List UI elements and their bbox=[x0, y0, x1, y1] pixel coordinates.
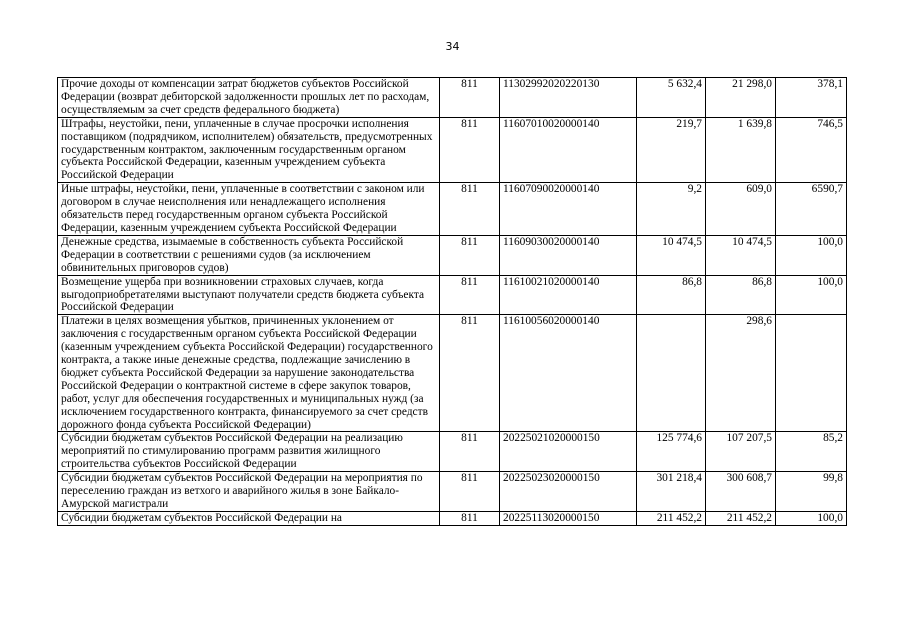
table-row bbox=[58, 315, 847, 432]
table-row bbox=[58, 275, 847, 315]
fact-amount: 609,0 bbox=[706, 183, 776, 236]
admin-code: 811 bbox=[440, 275, 500, 315]
admin-code: 811 bbox=[440, 235, 500, 275]
budget-classification-code: 20225023020000150 bbox=[500, 472, 637, 512]
fact-amount: 10 474,5 bbox=[706, 235, 776, 275]
income-description: Денежные средства, изымаемые в собственность субъекта Российской Федерации в соответствии с решениями судов (за исключением обвинительных приговоров судов) bbox=[58, 235, 440, 275]
admin-code: 811 bbox=[440, 78, 500, 118]
budget-classification-code: 11607010020000140 bbox=[500, 117, 637, 183]
income-description: Иные штрафы, неустойки, пени, уплаченные в соответствии с законом или договором в случае неисполнения или ненадлежащего исполнения обязательств перед государственным органом субъекта Российской Федерации, казенным учреждением субъекта Российской Федерации bbox=[58, 183, 440, 236]
table-row bbox=[58, 117, 847, 183]
admin-code: 811 bbox=[440, 432, 500, 472]
execution-percent: 746,5 bbox=[776, 117, 847, 183]
page-number: 34 bbox=[445, 40, 460, 53]
execution-percent bbox=[776, 315, 847, 432]
plan-amount: 86,8 bbox=[637, 275, 706, 315]
admin-code: 811 bbox=[440, 183, 500, 236]
table-row bbox=[58, 235, 847, 275]
table-row bbox=[58, 472, 847, 512]
admin-code: 811 bbox=[440, 472, 500, 512]
table-row bbox=[58, 78, 847, 118]
fact-amount: 211 452,2 bbox=[706, 511, 776, 525]
table-row bbox=[58, 183, 847, 236]
income-description: Штрафы, неустойки, пени, уплаченные в случае просрочки исполнения поставщиком (подрядчиком, исполнителем) обязательств, предусмотренных государственным контрактом, заключенным государственным органом субъекта Российской Федерации, казенным учреждением субъекта Российской Федерации bbox=[58, 117, 440, 183]
budget-classification-code: 11609030020000140 bbox=[500, 235, 637, 275]
execution-percent: 6590,7 bbox=[776, 183, 847, 236]
execution-percent: 85,2 bbox=[776, 432, 847, 472]
admin-code: 811 bbox=[440, 511, 500, 525]
execution-percent: 378,1 bbox=[776, 78, 847, 118]
budget-classification-code: 20225113020000150 bbox=[500, 511, 637, 525]
revenue-table bbox=[57, 77, 847, 526]
plan-amount: 211 452,2 bbox=[637, 511, 706, 525]
execution-percent: 100,0 bbox=[776, 511, 847, 525]
fact-amount: 21 298,0 bbox=[706, 78, 776, 118]
budget-classification-code: 20225021020000150 bbox=[500, 432, 637, 472]
plan-amount: 125 774,6 bbox=[637, 432, 706, 472]
fact-amount: 300 608,7 bbox=[706, 472, 776, 512]
plan-amount: 10 474,5 bbox=[637, 235, 706, 275]
execution-percent: 100,0 bbox=[776, 235, 847, 275]
income-description: Субсидии бюджетам субъектов Российской Федерации на реализацию мероприятий по стимулированию программ развития жилищного строительства субъектов Российской Федерации bbox=[58, 432, 440, 472]
table-row bbox=[58, 511, 847, 525]
admin-code: 811 bbox=[440, 315, 500, 432]
income-description: Возмещение ущерба при возникновении страховых случаев, когда выгодоприобретателями выступают получатели средств бюджета субъекта Российской Федерации bbox=[58, 275, 440, 315]
income-description: Прочие доходы от компенсации затрат бюджетов субъектов Российской Федерации (возврат дебиторской задолженности прошлых лет по расходам, осуществляемым за счет средств федерального бюджета) bbox=[58, 78, 440, 118]
budget-classification-code: 11302992020220130 bbox=[500, 78, 637, 118]
income-description: Платежи в целях возмещения убытков, причиненных уклонением от заключения с государственным органом субъекта Российской Федерации (казенным учреждением субъекта Российской Федерации) государственного контракта, а также иные денежные средства, подлежащие зачислению в бюджет субъекта Российской Федерации за нарушение законодательства Российской Федерации о контрактной системе в сфере закупок товаров, работ, услуг для обеспечения государственных и муниципальных нужд (за исключением государственного контракта, финансируемого за счет средств дорожного фонда субъекта Российской Федерации) bbox=[58, 315, 440, 432]
budget-classification-code: 11607090020000140 bbox=[500, 183, 637, 236]
income-description: Субсидии бюджетам субъектов Российской Федерации на мероприятия по переселению граждан из ветхого и аварийного жилья в зоне Байкало-Амурской магистрали bbox=[58, 472, 440, 512]
plan-amount: 219,7 bbox=[637, 117, 706, 183]
plan-amount: 9,2 bbox=[637, 183, 706, 236]
plan-amount bbox=[637, 315, 706, 432]
admin-code: 811 bbox=[440, 117, 500, 183]
fact-amount: 1 639,8 bbox=[706, 117, 776, 183]
fact-amount: 107 207,5 bbox=[706, 432, 776, 472]
income-description: Субсидии бюджетам субъектов Российской Федерации на bbox=[58, 511, 440, 525]
execution-percent: 99,8 bbox=[776, 472, 847, 512]
budget-classification-code: 11610021020000140 bbox=[500, 275, 637, 315]
plan-amount: 301 218,4 bbox=[637, 472, 706, 512]
budget-classification-code: 11610056020000140 bbox=[500, 315, 637, 432]
page-bottom-margin bbox=[0, 570, 905, 640]
execution-percent: 100,0 bbox=[776, 275, 847, 315]
plan-amount: 5 632,4 bbox=[637, 78, 706, 118]
table-row bbox=[58, 432, 847, 472]
fact-amount: 86,8 bbox=[706, 275, 776, 315]
fact-amount: 298,6 bbox=[706, 315, 776, 432]
